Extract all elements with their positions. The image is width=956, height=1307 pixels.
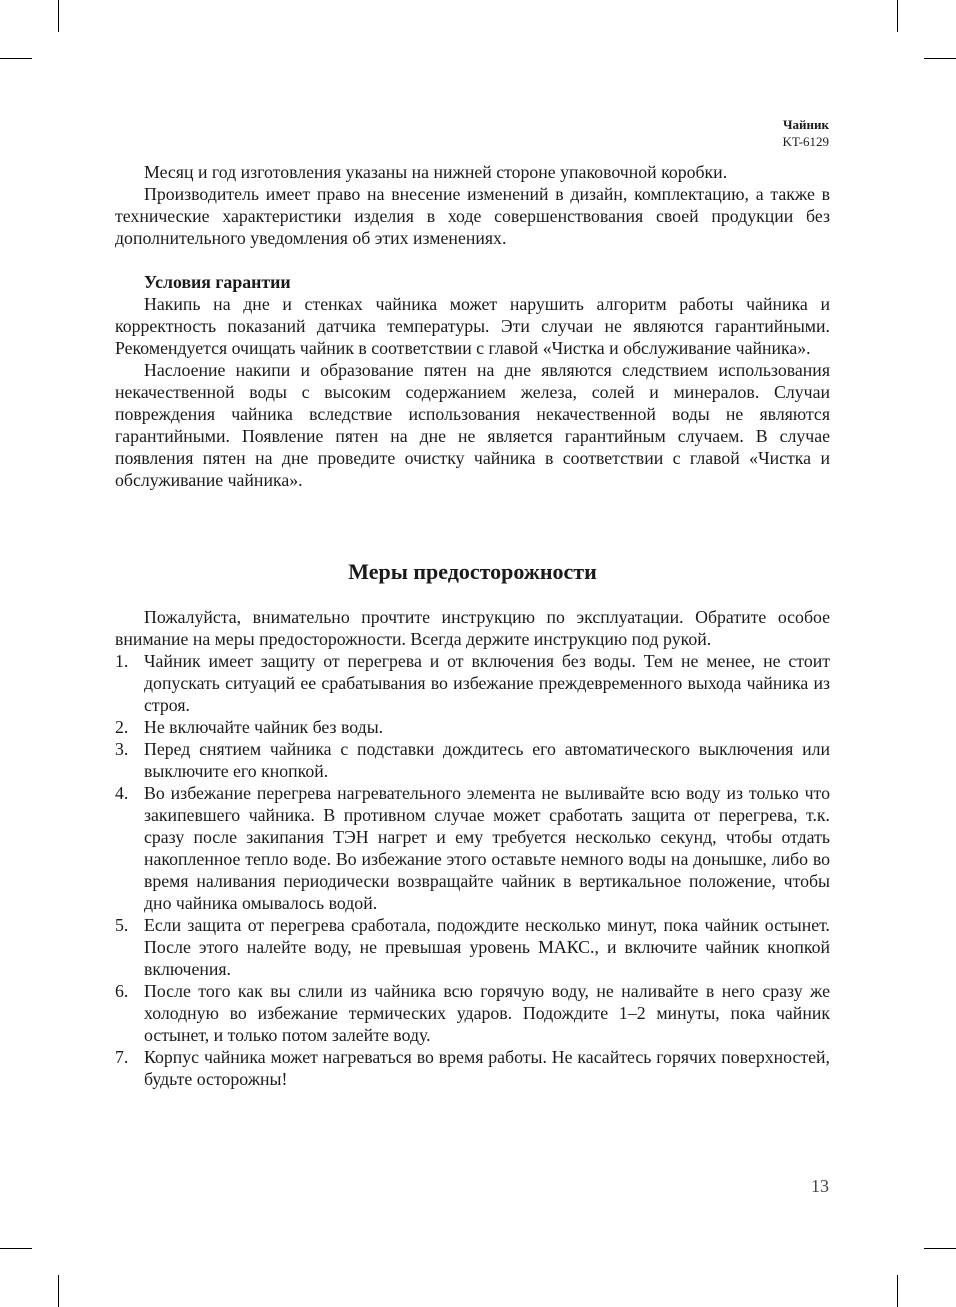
warranty-paragraph: Накипь на дне и стенках чайника может нарушить алгоритм работы чайника и корректность показаний датчика температуры. Эти случаи не являются гарантийными. Рекомендуется очищать чайник в соответствии с главой «Чистка и обслуживание чайника». <box>115 294 830 358</box>
warranty-heading: Условия гарантии <box>144 272 291 292</box>
list-item-text: Чайник имеет защиту от перегрева и от включения без воды. Тем не менее, не стоит допускать ситуаций ее срабатывания во избежание преждевременного выхода чайника из строя. <box>144 651 830 715</box>
crop-mark-bottom-right-h <box>924 1248 956 1249</box>
page-number: 13 <box>811 1176 829 1196</box>
list-item <box>115 738 830 782</box>
list-item <box>115 716 830 738</box>
list-item-text: Во избежание перегрева нагревательного элемента не выливайте всю воду из только что закипевшего чайника. В противном случае может сработать защита от перегрева, т.к. сразу после закипания ТЭН нагрет и ему требуется несколько секунд, чтобы отдать накопленное тепло воде. Во избежание этого оставьте немного воды на донышке, либо во время наливания периодически возвращайте чайник в вертикальное положение, чтобы дно чайника омывалось водой. <box>144 783 830 913</box>
running-header <box>783 116 829 150</box>
crop-mark-bottom-left <box>58 1275 59 1307</box>
list-item-number: 6. <box>115 981 129 1001</box>
crop-mark-top-right-h <box>924 58 956 59</box>
header-model: KT-6129 <box>782 134 829 149</box>
crop-mark-bottom-left-h <box>0 1248 32 1249</box>
list-item <box>115 980 830 1046</box>
list-item-number: 5. <box>115 915 129 935</box>
crop-mark-bottom-right <box>897 1275 898 1307</box>
list-item <box>115 914 830 980</box>
list-item-text: Перед снятием чайника с подставки дождитесь его автоматического выключения или выключите его кнопкой. <box>144 739 830 781</box>
crop-mark-top-right <box>897 0 898 32</box>
precautions-list <box>115 650 830 1090</box>
list-item <box>115 782 830 914</box>
list-item-text: Если защита от перегрева сработала, подождите несколько минут, пока чайник остынет. После этого налейте воду, не превышая уровень МАКС., и включите чайник кнопкой включения. <box>144 915 830 979</box>
list-item-number: 4. <box>115 783 129 803</box>
list-item-number: 2. <box>115 717 129 737</box>
list-item-number: 3. <box>115 739 129 759</box>
page-content <box>115 161 830 1090</box>
list-item-number: 7. <box>115 1047 129 1067</box>
precautions-intro: Пожалуйста, внимательно прочтите инструкцию по эксплуатации. Обратите особое внимание на меры предосторожности. Всегда держите инструкцию под рукой. <box>115 607 830 649</box>
intro-paragraph: Месяц и год изготовления указаны на нижней стороне упаковочной коробки. <box>144 162 728 182</box>
header-title: Чайник <box>782 117 829 132</box>
list-item-number: 1. <box>115 651 129 671</box>
list-item-text: Не включайте чайник без воды. <box>144 717 384 737</box>
crop-mark-top-left-h <box>0 58 32 59</box>
intro-paragraph: Производитель имеет право на внесение изменений в дизайн, комплектацию, а также в технические характеристики изделия в ходе совершенствования своей продукции без дополнительного уведомления об этих изменениях. <box>115 184 830 248</box>
warranty-paragraph: Наслоение накипи и образование пятен на дне являются следствием использования некачественной воды с высоким содержанием железа, солей и минералов. Случаи повреждения чайника вследствие использования некачественной воды не являются гарантийными. Появление пятен на дне не является гарантийным случаем. В случае появления пятен на дне проведите очистку чайника в соответствии с главой «Чистка и обслуживание чайника». <box>115 360 830 490</box>
list-item <box>115 1046 830 1090</box>
list-item-text: Корпус чайника может нагреваться во время работы. Не касайтесь горячих поверхностей, будьте осторожны! <box>144 1047 830 1089</box>
list-item-text: После того как вы слили из чайника всю горячую воду, не наливайте в него сразу же холодную во избежание термических ударов. Подождите 1–2 минуты, пока чайник остынет, и только потом залейте воду. <box>144 981 830 1045</box>
section-title: Меры предосторожности <box>348 559 597 584</box>
crop-mark-top-left <box>58 0 59 32</box>
list-item <box>115 650 830 716</box>
